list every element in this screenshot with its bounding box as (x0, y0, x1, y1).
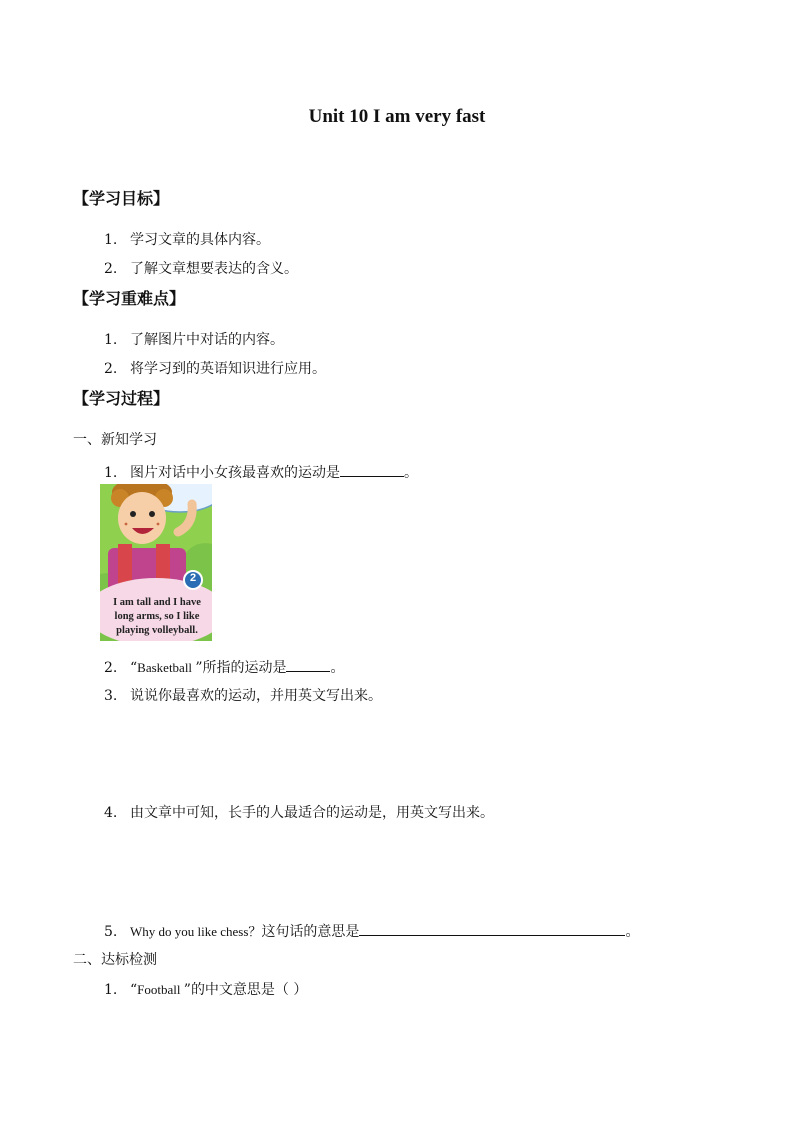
quote-mark: ” (195, 660, 203, 676)
question-5 (104, 921, 639, 941)
english-sentence: Why do you like chess？ (130, 924, 262, 939)
punctuation: 。 (625, 924, 640, 940)
question-text: 图片对话中小女孩最喜欢的运动是 (130, 465, 340, 481)
question-2 (104, 657, 344, 677)
list-item (104, 260, 298, 278)
question-3 (104, 687, 382, 705)
question-text: 这句话的意思是 (261, 924, 360, 940)
part-label: 二、达标检测 (73, 952, 157, 968)
item-number: 1. (104, 982, 118, 998)
picture-badge: 2 (189, 572, 197, 584)
list-item (104, 331, 284, 349)
item-number: 1. (104, 465, 118, 481)
question-text: 的中文意思是（ ） (190, 982, 308, 998)
page-title: Unit 10 I am very fast (308, 106, 486, 127)
list-item (104, 360, 326, 378)
caption-line: long arms, so I like (114, 611, 200, 622)
section-heading-goals: 【学习目标】 (73, 189, 170, 208)
quote-mark: ” (183, 982, 191, 998)
item-number: 2. (104, 660, 118, 676)
part-label: 一、新知学习 (73, 432, 157, 448)
item-text: 了解文章想要表达的含义。 (130, 261, 298, 277)
section-heading-process: 【学习过程】 (73, 389, 170, 408)
quote-mark: “ (130, 660, 138, 676)
answer-blank[interactable] (359, 921, 625, 936)
item-number: 4. (104, 805, 118, 821)
item-text: 学习文章的具体内容。 (130, 232, 270, 248)
item-text: 了解图片中对话的内容。 (130, 332, 284, 348)
item-number: 2. (104, 361, 118, 377)
question-text: 所指的运动是 (202, 660, 287, 676)
item-number: 5. (104, 924, 118, 940)
item-number: 1. (104, 232, 118, 248)
caption-line: playing volleyball. (116, 625, 198, 636)
english-word: Football (137, 982, 184, 997)
answer-blank[interactable] (286, 657, 330, 672)
cartoon-picture (100, 484, 212, 641)
item-number: 2. (104, 261, 118, 277)
punctuation: 。 (404, 465, 418, 481)
question-1 (104, 462, 418, 482)
english-word: Basketball (137, 660, 196, 675)
caption-line: I am tall and I have (113, 597, 201, 608)
test-question-1 (104, 981, 307, 999)
picture-caption (103, 596, 211, 638)
item-number: 3. (104, 688, 118, 704)
question-text: 由文章中可知，长手的人最适合的运动是，用英文写出来。 (130, 805, 494, 821)
item-text: 将学习到的英语知识进行应用。 (130, 361, 326, 377)
list-item (104, 231, 270, 249)
section-heading-keypoints: 【学习重难点】 (73, 289, 186, 308)
answer-blank[interactable] (340, 462, 404, 477)
quote-mark: “ (130, 982, 138, 998)
question-text: 说说你最喜欢的运动，并用英文写出来。 (130, 688, 382, 704)
question-4 (104, 804, 494, 822)
punctuation: 。 (330, 660, 345, 676)
item-number: 1. (104, 332, 118, 348)
